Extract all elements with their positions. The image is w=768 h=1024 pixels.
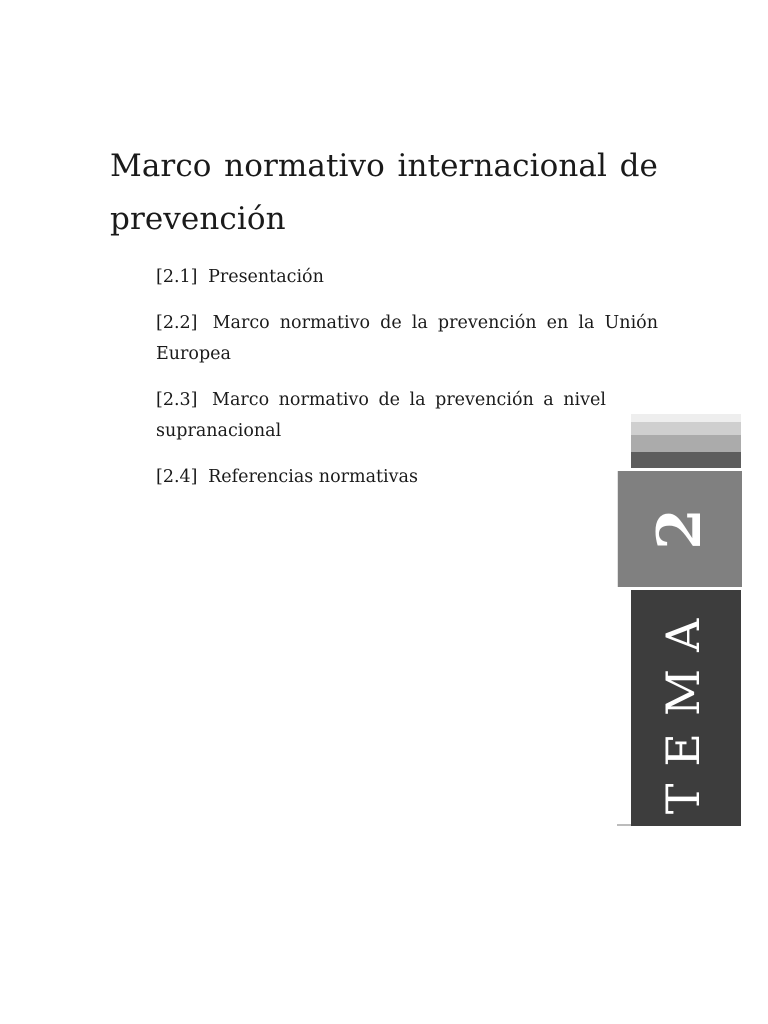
toc-item-2-4 (156, 462, 658, 493)
table-of-contents (156, 262, 658, 508)
toc-item-2-3 (156, 385, 606, 447)
tab-stripe-light (631, 422, 741, 435)
toc-item-number: [2.1] (156, 267, 198, 287)
chapter-number: 2 (645, 508, 715, 550)
toc-item-label: Presentación (208, 267, 324, 287)
toc-item-2-1 (156, 262, 658, 293)
page-title: Marco normativo internacional de prevención (110, 148, 658, 237)
toc-item-number: [2.2] (156, 313, 198, 333)
tab-stripe-dark (631, 452, 741, 468)
chapter-word: TEMA (656, 601, 710, 815)
chapter-word-tab (631, 590, 741, 826)
chapter-number-tab (617, 471, 742, 587)
toc-item-number: [2.4] (156, 467, 198, 487)
tab-stripe-medium (631, 435, 741, 452)
toc-item-2-2 (156, 308, 658, 370)
toc-item-label: Referencias normativas (208, 467, 418, 487)
toc-item-label: Marco normativo de la prevención a nivel supranacional (156, 390, 606, 441)
tab-edge-line (617, 824, 631, 826)
toc-item-label: Marco normativo de la prevención en la Unión Europea (156, 313, 658, 364)
toc-item-number: [2.3] (156, 390, 198, 410)
tab-stripe-lightest (631, 414, 741, 422)
